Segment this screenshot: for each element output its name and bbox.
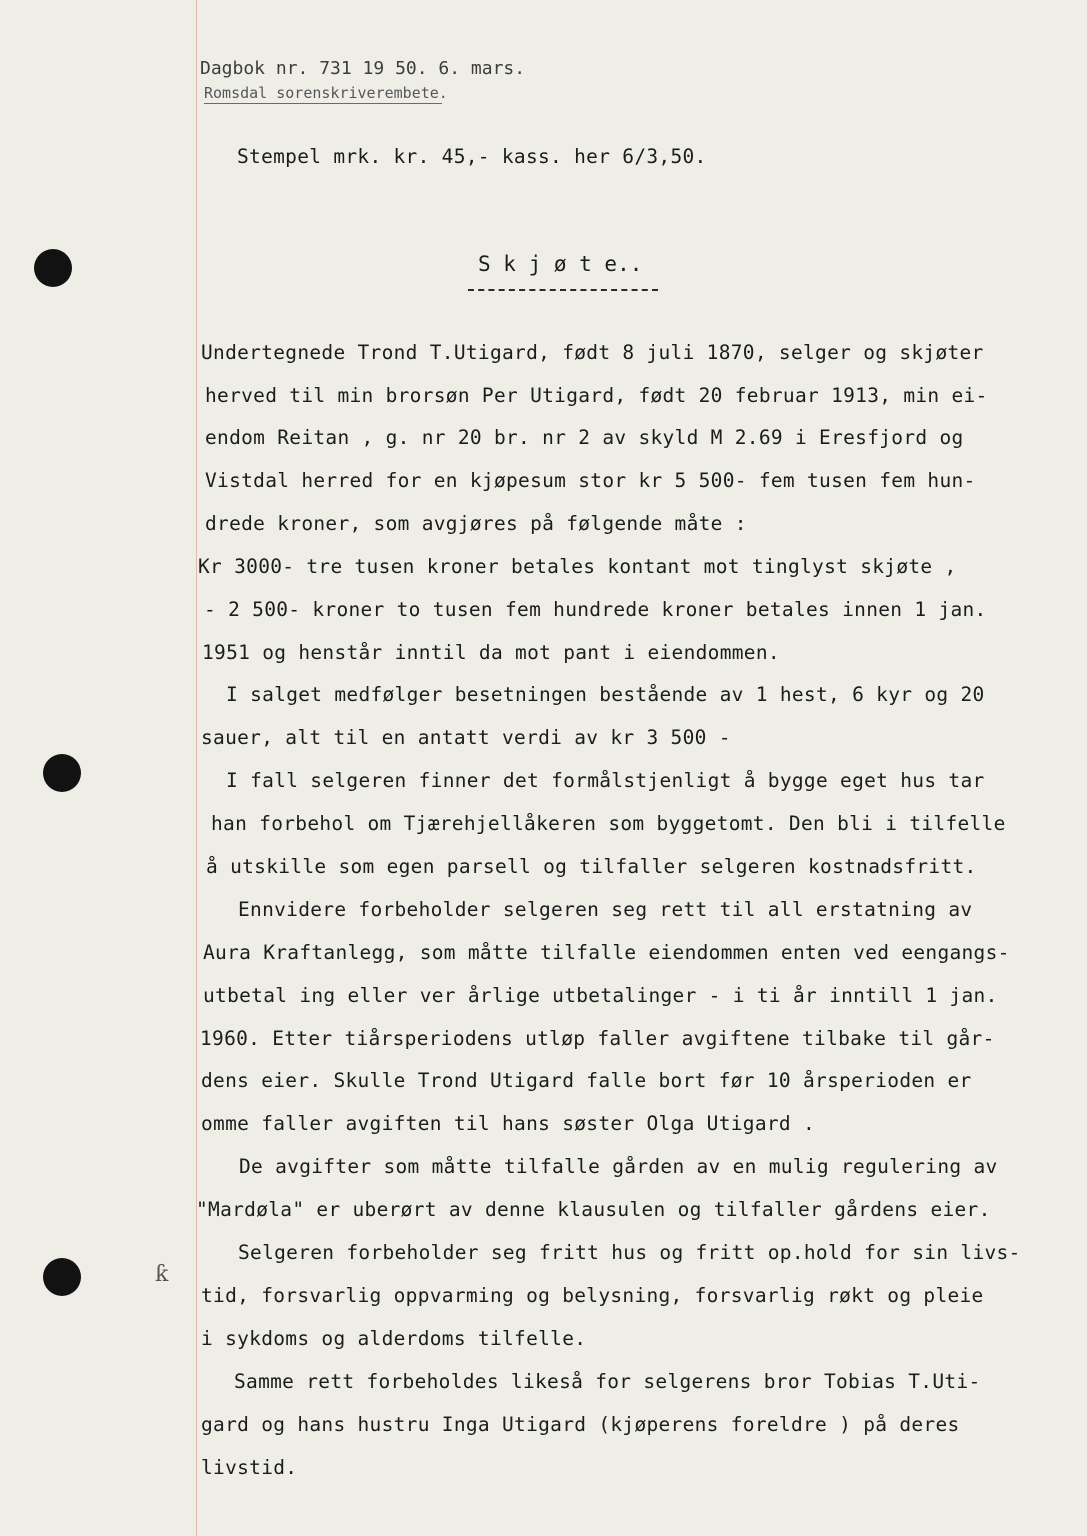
body-line: Kr 3000- tre tusen kroner betales kontant mot tinglyst skjøte , (198, 555, 957, 578)
title-underline (468, 289, 658, 291)
margin-rule (196, 0, 197, 1536)
punch-hole (43, 754, 81, 792)
body-line: utbetal ing eller ver årlige utbetalinger - i ti år inntill 1 jan. (203, 984, 998, 1007)
body-line: De avgifter som måtte tilfalle gården av en mulig regulering av (239, 1155, 998, 1178)
body-line: - 2 500- kroner to tusen fem hundrede kroner betales innen 1 jan. (204, 598, 987, 621)
office-stamp: Romsdal sorenskriverembete. (204, 84, 448, 102)
diary-number-stamp: Dagbok nr. 731 19 50. 6. mars. (200, 58, 526, 79)
body-line: drede kroner, som avgjøres på følgende måte : (205, 512, 747, 535)
office-stamp-underline (204, 103, 442, 104)
body-line: Samme rett forbeholdes likeså for selgerens bror Tobias T.Uti- (234, 1370, 981, 1393)
body-line: 1960. Etter tiårsperiodens utløp faller avgiftene tilbake til går- (200, 1027, 995, 1050)
body-line: I fall selgeren finner det formålstjenligt å bygge eget hus tar (226, 769, 985, 792)
body-line: livstid. (201, 1456, 298, 1479)
body-line: omme faller avgiften til hans søster Olga Utigard . (201, 1112, 816, 1135)
stamp-fee-line: Stempel mrk. kr. 45,- kass. her 6/3,50. (237, 145, 707, 168)
body-line: å utskille som egen parsell og tilfaller selgeren kostnadsfritt. (206, 855, 977, 878)
body-line: Vistdal herred for en kjøpesum stor kr 5 500- fem tusen fem hun- (205, 469, 976, 492)
margin-pencil-mark: ƙ (155, 1262, 169, 1287)
body-line: I salget medfølger besetningen bestående av 1 hest, 6 kyr og 20 (226, 683, 985, 706)
body-line: gard og hans hustru Inga Utigard (kjøperens foreldre ) på deres (201, 1413, 960, 1436)
punch-hole (43, 1258, 81, 1296)
body-line: Undertegnede Trond T.Utigard, født 8 juli 1870, selger og skjøter (201, 341, 984, 364)
punch-hole (34, 249, 72, 287)
body-line: Selgeren forbeholder seg fritt hus og fritt op.hold for sin livs- (238, 1241, 1021, 1264)
body-line: endom Reitan , g. nr 20 br. nr 2 av skyld M 2.69 i Eresfjord og (205, 426, 964, 449)
body-line: tid, forsvarlig oppvarming og belysning, forsvarlig røkt og pleie (201, 1284, 984, 1307)
body-line: 1951 og henstår inntil da mot pant i eiendommen. (202, 641, 780, 664)
document-title: S k j ø t e.. (478, 252, 643, 276)
body-line: i sykdoms og alderdoms tilfelle. (201, 1327, 587, 1350)
body-line: Aura Kraftanlegg, som måtte tilfalle eiendommen enten ved eengangs- (203, 941, 1010, 964)
body-line: Ennvidere forbeholder selgeren seg rett til all erstatning av (238, 898, 973, 921)
body-line: "Mardøla" er uberørt av denne klausulen og tilfaller gårdens eier. (196, 1198, 991, 1221)
body-line: dens eier. Skulle Trond Utigard falle bort før 10 årsperioden er (201, 1069, 972, 1092)
body-line: han forbehol om Tjærehjellåkeren som byggetomt. Den bli i tilfelle (211, 812, 1006, 835)
body-line: herved til min brorsøn Per Utigard, født 20 februar 1913, min ei- (205, 384, 988, 407)
body-line: sauer, alt til en antatt verdi av kr 3 500 - (201, 726, 731, 749)
